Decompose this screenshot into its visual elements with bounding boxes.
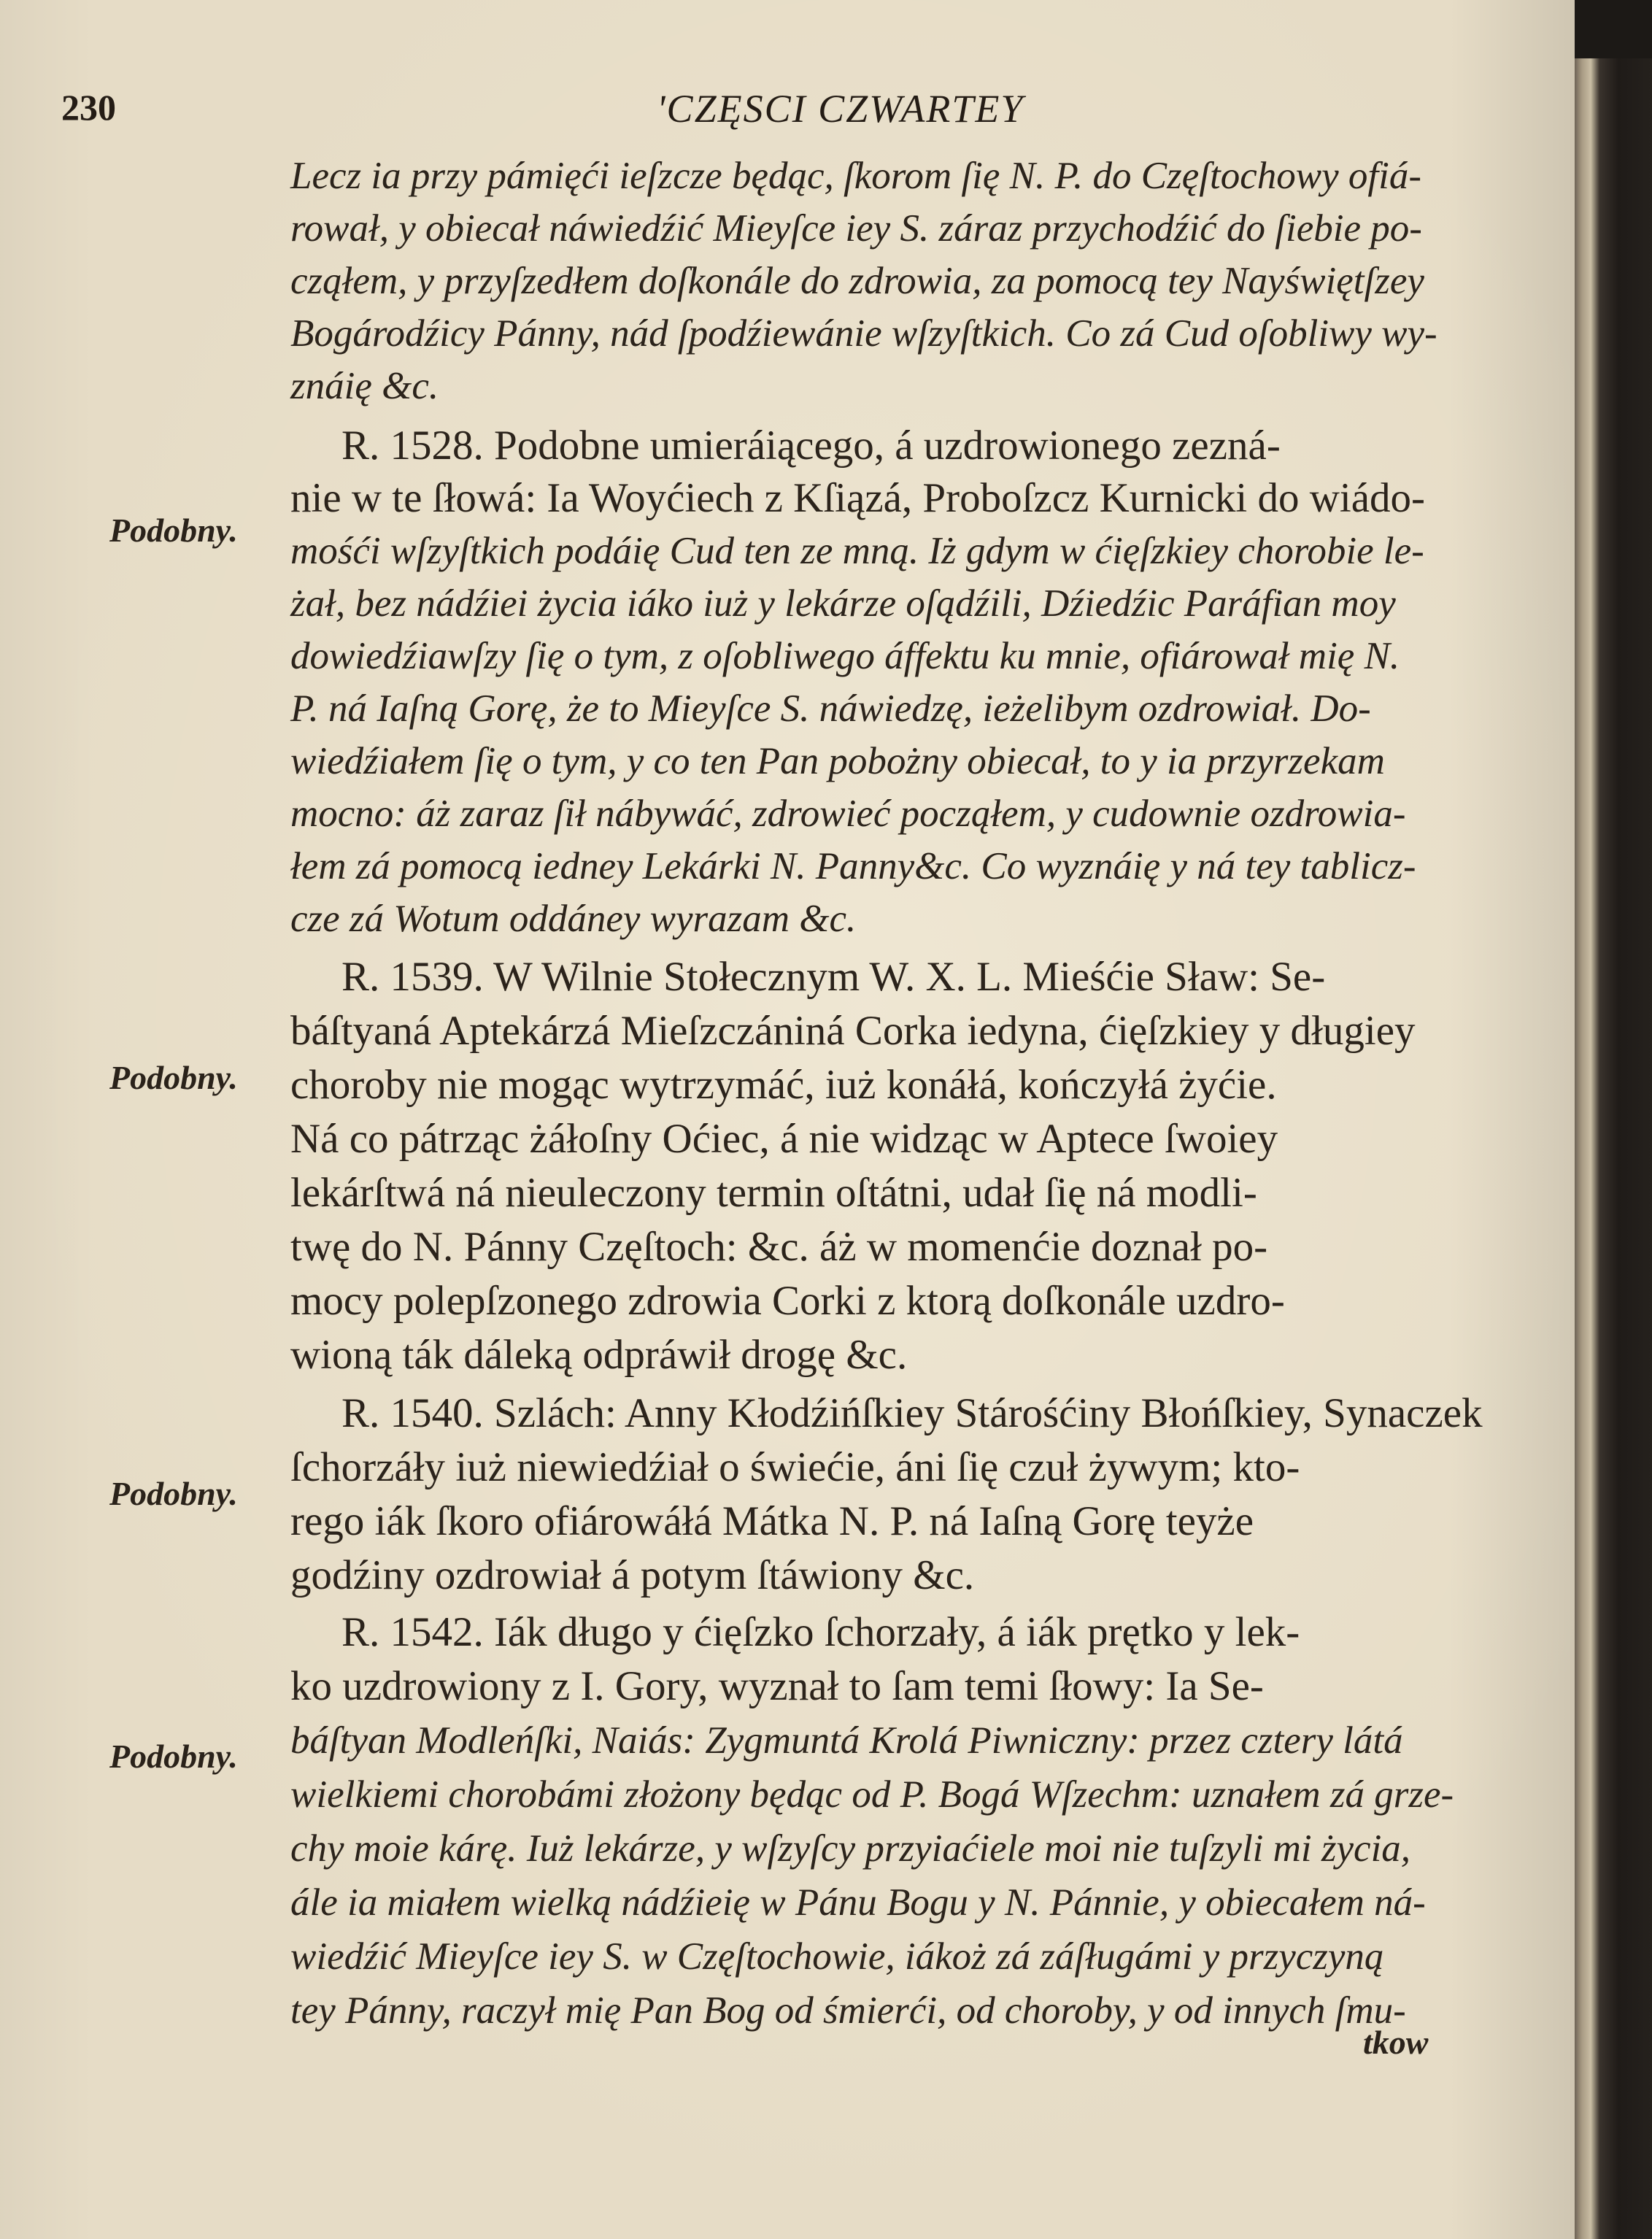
page-number: 230 [61, 87, 116, 128]
margin-note: Podobny. [109, 1475, 238, 1512]
text-line: znáię &c. [290, 365, 439, 407]
text-line: mośći wſzyſtkich podáię Cud ten ze mną. Iż gdym w ćięſzkiey chorobie le- [290, 530, 1424, 572]
text-line: ſchorzáły iuż niewiedźiał o świećie, áni ſię czuł żywym; kto- [290, 1444, 1300, 1490]
margin-note: Podobny. [109, 1738, 238, 1775]
text-line: lekárſtwá ná nieuleczony termin oſtátni, udał ſię ná modli- [290, 1170, 1257, 1216]
text-line: ále ia miałem wielką nádźieię w Pánu Bogu y N. Pánnie, y obiecałem ná- [290, 1881, 1426, 1924]
text-line: cząłem, y przyſzedłem doſkonále do zdrowia, za pomocą tey Nayświętſzey [290, 260, 1424, 302]
text-line: rował, y obiecał náwiedźić Mieyſce iey S. záraz przychodźić do ſiebie po- [290, 207, 1422, 250]
text-line: choroby nie mogąc wytrzymáć, iuż konáłá, kończyłá żyćie. [290, 1062, 1277, 1108]
catchword: tkow [1363, 2024, 1429, 2061]
book-edge-shadow [1575, 0, 1652, 58]
text-line: tey Pánny, raczył mię Pan Bog od śmierći, od choroby, y od innych ſmu- [290, 1989, 1406, 2032]
text-line: chy moie kárę. Iuż lekárze, y wſzyſcy przyiaćiele moi nie tuſzyli mi życia, [290, 1827, 1411, 1870]
text-line: dowiedźiawſzy ſię o tym, z oſobliwego áffektu ku mnie, ofiárował mię N. [290, 635, 1400, 677]
text-line: wioną ták dáleką odpráwił drogę &c. [290, 1332, 908, 1378]
text-line: nie w te ſłowá: Ia Woyćiech z Kſiązá, Proboſzcz Kurnicki do wiádo- [290, 475, 1425, 521]
text-line: báſtyaná Aptekárzá Mieſzczániná Corka iedyna, ćięſzkiey y długiey [290, 1008, 1416, 1054]
text-line: żał, bez nádźiei życia iáko iuż y lekárze oſądźili, Dźiedźic Paráfian moy [290, 582, 1396, 625]
running-head: 'CZĘSCI CZWARTEY [657, 87, 1024, 131]
text-line: R. 1542. Iák długo y ćięſzko ſchorzały, á iák prętko y lek- [341, 1609, 1300, 1655]
text-line: rego iák ſkoro ofiárowáłá Mátka N. P. ná Iaſną Gorę teyże [290, 1498, 1254, 1544]
text-line: cze zá Wotum oddáney wyrazam &c. [290, 898, 857, 940]
text-line: łem zá pomocą iedney Lekárki N. Panny&c. Co wyznáię y ná tey tablicz- [290, 845, 1416, 887]
text-line: báſtyan Modleńſki, Naiás: Zygmuntá Krolá Piwniczny: przez cztery látá [290, 1719, 1403, 1762]
margin-note: Podobny. [109, 512, 238, 549]
text-line: P. ná Iaſną Gorę, że to Mieyſce S. náwiedzę, ieżelibym ozdrowiał. Do- [290, 687, 1371, 730]
text-line: ko uzdrowiony z I. Gory, wyznał to ſam temi ſłowy: Ia Se- [290, 1663, 1264, 1709]
text-line: Ná co pátrząc żáłoſny Oćiec, á nie widząc w Aptece ſwoiey [290, 1116, 1278, 1162]
text-line: Lecz ia przy pámięći ieſzcze będąc, ſkorom ſię N. P. do Częſtochowy ofiá- [290, 155, 1421, 197]
book-edge [1575, 0, 1652, 2239]
text-line: godźiny ozdrowiał á potym ſtáwiony &c. [290, 1552, 975, 1598]
text-line: mocno: áż zaraz ſił nábywáć, zdrowieć począłem, y cudownie ozdrowia- [290, 793, 1406, 835]
page-header [0, 86, 1575, 144]
text-line: R. 1539. W Wilnie Stołecznym W. X. L. Mieśćie Sław: Se- [341, 954, 1326, 1000]
text-line: R. 1540. Szlách: Anny Kłodźińſkiey Stárośćiny Błońſkiey, Synaczek [341, 1390, 1483, 1436]
text-line: mocy polepſzonego zdrowia Corki z ktorą doſkonále uzdro- [290, 1278, 1285, 1324]
margin-note: Podobny. [109, 1059, 238, 1096]
text-line: wielkiemi chorobámi złożony będąc od P. Bogá Wſzechm: uznałem zá grze- [290, 1773, 1454, 1816]
text-line: wiedźiałem ſię o tym, y co ten Pan pobożny obiecał, to y ia przyrzekam [290, 740, 1385, 782]
text-line: twę do N. Pánny Częſtoch: &c. áż w momenćie doznał po- [290, 1224, 1268, 1270]
text-line: R. 1528. Podobne umieráiącego, á uzdrowionego zezná- [341, 423, 1281, 469]
text-line: Bogárodźicy Pánny, nád ſpodźiewánie wſzyſtkich. Co zá Cud oſobliwy wy- [290, 312, 1437, 355]
text-line: wiedźić Mieyſce iey S. w Częſtochowie, iákoż zá záſługámi y przyczyną [290, 1935, 1384, 1978]
